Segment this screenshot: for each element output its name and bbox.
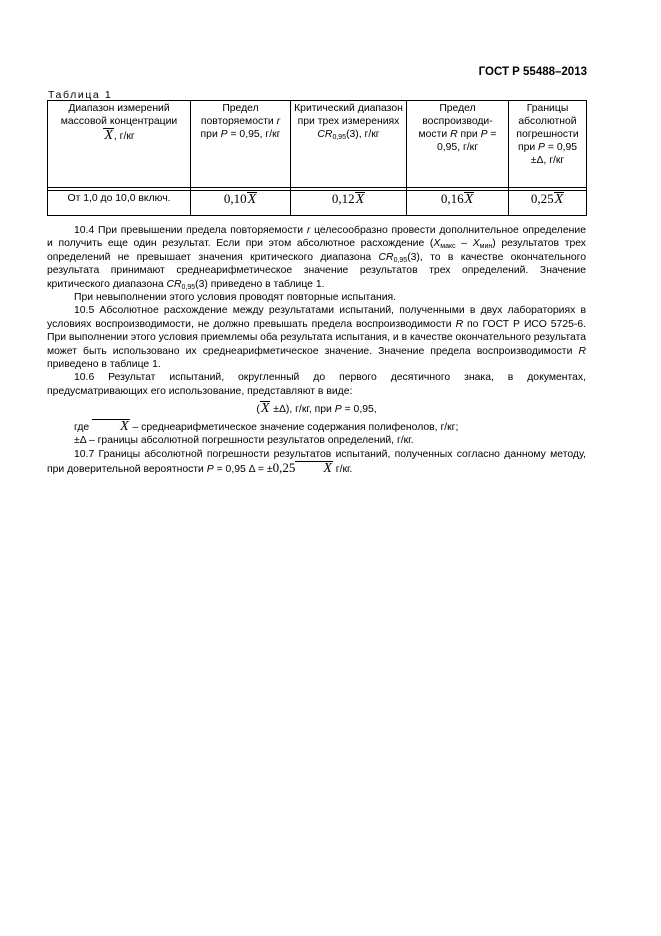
cell-error-bounds <box>509 191 587 216</box>
symbol-cr: CR <box>317 129 333 140</box>
symbol-p: P <box>206 463 214 475</box>
header-range-text: Диапазон измерений массовой концентрации <box>60 103 178 127</box>
subscript: 0,95 <box>332 134 347 141</box>
symbol-r: R <box>578 345 586 357</box>
paragraph-10-6: 10.6 Результат испытаний, округленный до первого десятичного знака, в документах, предусматривающих его использование, представляют в виде: <box>47 372 586 397</box>
text: 10.7 Границы абсолютной погрешности результатов испытаний, полученных согласно данному методу, при доверительной вероятности <box>47 448 586 475</box>
page-header: ГОСТ Р 55488–2013 <box>478 66 587 78</box>
paragraph-10-7 <box>47 448 586 477</box>
mean-x-symbol: X <box>355 192 365 207</box>
table-header-row <box>48 101 587 188</box>
mean-x-symbol: X <box>295 461 333 475</box>
mean-x-symbol: X <box>554 192 564 207</box>
where-delta: ±Δ – границы абсолютной погрешности результатов определений, г/кг. <box>74 435 414 447</box>
text: ( <box>256 404 260 416</box>
mean-x-symbol: X <box>92 419 130 433</box>
coef: 0,10 <box>223 191 247 206</box>
symbol-r: r <box>276 116 281 127</box>
coef: 0,12 <box>331 191 355 206</box>
body-text <box>47 224 586 476</box>
subscript: 0,95 <box>393 256 408 264</box>
header-text: Предел воспроизводи-мости <box>418 103 493 140</box>
symbol-x: X <box>433 238 441 250</box>
subscript: 0,95 <box>181 283 196 291</box>
table-caption: Таблица 1 <box>48 89 113 101</box>
paragraph-retest: При невыполнении этого условия проводят повторные испытания. <box>74 292 397 304</box>
symbol-r: r <box>306 225 311 236</box>
coef: 0,16 <box>440 191 464 206</box>
table-row <box>48 191 587 216</box>
result-formula <box>47 401 586 416</box>
mean-x-symbol: X <box>260 401 270 417</box>
mean-x-symbol: X <box>464 192 474 207</box>
header-text: при <box>200 129 221 140</box>
header-text: Границы абсолютной погрешности при <box>516 103 579 153</box>
text: г/кг. <box>332 463 353 475</box>
header-reproducibility <box>407 101 509 188</box>
header-text: = 0,95, г/кг <box>227 129 281 140</box>
symbol-r: R <box>455 318 464 330</box>
header-repeatability <box>191 101 291 188</box>
text: (3) приведено в таблице 1. <box>195 278 325 290</box>
cell-repeatability <box>191 191 291 216</box>
symbol-p: P <box>334 404 342 416</box>
symbol-r: R <box>450 129 458 140</box>
symbol-cr: CR <box>166 278 182 290</box>
cell-reproducibility <box>407 191 509 216</box>
text: ) результатов трех определений не превышает значения критического диапазона <box>47 238 586 263</box>
text: по ГОСТ Р ИСО 5725-6. При выполнении этого условия приемлемы оба результата испытания, и в качестве окончательного результата может быть использовано их среднеарифметическое значение. Значение предела воспроизводимости <box>47 318 587 357</box>
subscript: мин <box>479 243 493 251</box>
header-text: Критический диапазон при трех измерениях <box>294 103 403 127</box>
text: = 0,95 Δ = ± <box>213 463 273 475</box>
text: целесообразно провести дополнительное определение и получить еще один результат. Если при этом абсолютное расхождение ( <box>47 225 586 250</box>
text: 10.4 При превышении предела повторяемости <box>74 225 307 236</box>
header-range <box>48 101 191 188</box>
subscript: макс <box>440 243 456 251</box>
text: приведено в таблице 1. <box>47 359 161 371</box>
mean-x-symbol: X <box>247 192 257 207</box>
text: – <box>455 238 473 250</box>
where-mean <box>47 419 586 434</box>
mean-x-symbol: X <box>104 128 113 143</box>
header-error-bounds <box>509 101 587 188</box>
cell-range: От 1,0 до 10,0 включ. <box>48 191 191 216</box>
coef: 0,25 <box>530 191 554 206</box>
header-text: = 0,95 ±Δ, г/кг <box>530 142 578 166</box>
paragraph-10-4 <box>47 224 586 291</box>
header-text: = 0,95, г/кг <box>436 129 497 153</box>
text: где <box>74 421 93 433</box>
header-text: Предел повторяемости <box>200 103 277 127</box>
cell-critical-range <box>291 191 407 216</box>
symbol-x: X <box>472 238 480 250</box>
symbol-p: P <box>220 129 228 140</box>
text: = 0,95, <box>341 404 377 416</box>
text: 10.5 Абсолютное расхождение между результатами испытаний, полученными в двух лабораториях в условиях воспроизводимости, не должно превышать предела воспроизводимости <box>47 305 586 330</box>
header-text: (3), г/кг <box>346 129 380 140</box>
text: ±Δ), г/кг, при <box>270 404 335 416</box>
coef: 0,25 <box>272 459 296 475</box>
symbol-p: P <box>538 142 545 153</box>
header-range-unit: , г/кг <box>113 131 135 142</box>
data-table <box>47 100 587 216</box>
symbol-cr: CR <box>378 251 394 263</box>
header-text: при <box>457 129 481 140</box>
header-critical-range <box>291 101 407 188</box>
text: (3), то в качестве окончательного результата принимают среднеарифметическое значение результатов трех определений. Значение критического диапазона <box>47 251 587 290</box>
paragraph-10-5 <box>47 304 586 371</box>
text: – среднеарифметическое значение содержания полифенолов, г/кг; <box>129 421 459 433</box>
symbol-p: P <box>480 129 488 140</box>
